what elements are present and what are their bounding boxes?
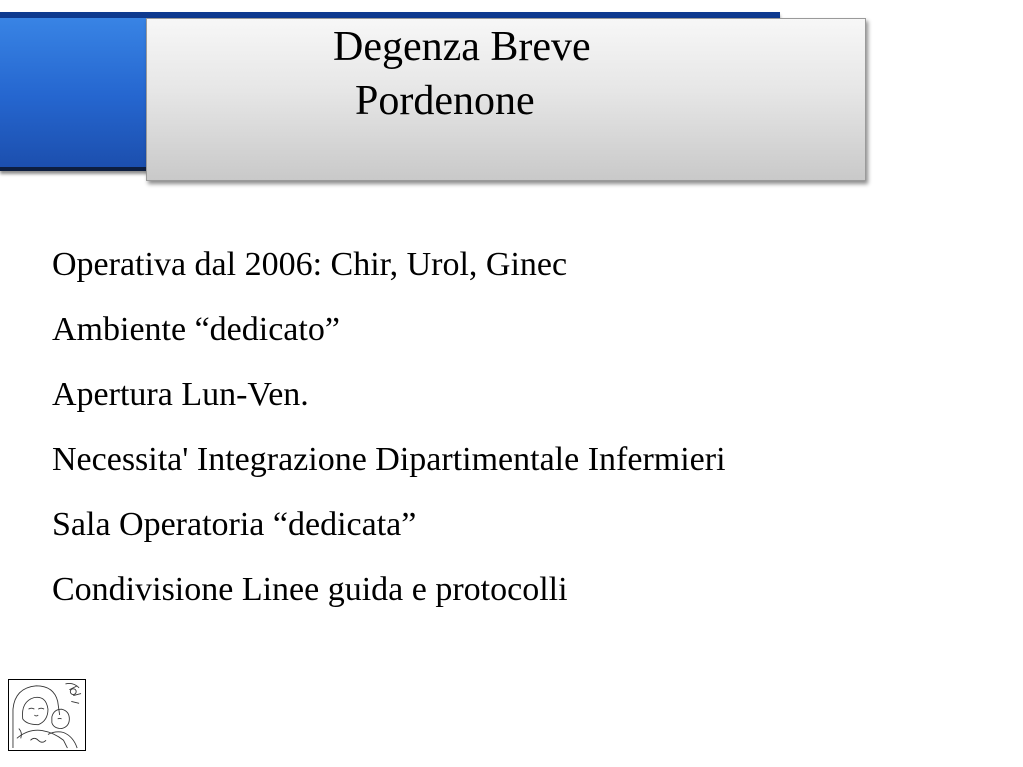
slide-title-line-1: Degenza Breve (333, 24, 591, 70)
bullet-item: Necessita' Integrazione Dipartimentale Infermieri (52, 441, 726, 478)
slide-title-line-2: Pordenone (355, 78, 535, 124)
bullet-item: Ambiente “dedicato” (52, 311, 340, 348)
madonna-and-child-icon (8, 679, 86, 751)
bullet-item: Condivisione Linee guida e protocolli (52, 571, 568, 608)
bullet-item: Sala Operatoria “dedicata” (52, 506, 417, 543)
title-box (146, 18, 866, 181)
bullet-list (52, 232, 726, 622)
bullet-item: Apertura Lun-Ven. (52, 376, 309, 413)
bullet-item: Operativa dal 2006: Chir, Urol, Ginec (52, 246, 568, 283)
